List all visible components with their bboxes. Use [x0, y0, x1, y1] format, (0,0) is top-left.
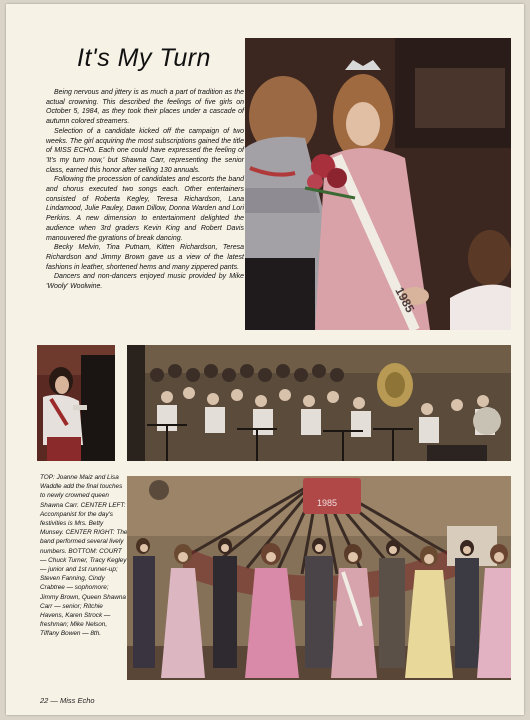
crowning-photo [245, 38, 511, 330]
article-title: It's My Turn [77, 44, 211, 72]
article-body [46, 88, 244, 292]
photo-caption: TOP: Joanne Maiz and Lisa Waddle add the final touches to newly crowned queen Shawna Carr. CENTER LEFT: Accompanist for the day's festivities is Mrs. Betty Munsey. CENTER RIGHT: The band performed several lively numbers. BOTTOM: COURT — Chuck Turner, Tracy Kegley — junior and 1st runner-up; Steven Fanning, Cindy Crabtree — sophomore; Jimmy Brown, Queen Shawna Carr — senior; Ritchie Havens, Karen Strock — freshman; Mike Nelson, Tiffany Bowen — 8th. [40, 474, 128, 638]
article-paragraph: Being nervous and jittery is as much a part of tradition as the actual crowning. This described the feelings of five girls on October 5, 1984, as they took their places under a cascade of autumn colored streamers. [46, 89, 244, 126]
article-paragraph: Selection of a candidate kicked off the campaign of two weeks. The girl acquiring the most subscriptions gained the title of MISS ECHO. Each one could have expressed the feeling of 'It's my turn now,' but Shawna Carr, representing the senior class, earned this honor after selling 130 annuals. [46, 127, 244, 174]
article-paragraph: Following the procession of candidates and escorts the band and chorus executed two songs each. Other entertainers consisted of Roberta Kegley, Teresa Richardson, Lana Lindamood, Julie Pauley, Dawn Dillow, Donna Warden and Lori Perkins. A new dimension to entertainment delighted the audience when 3rd graders Kevin King and Robert Davis manouvered the gyrations of break dancing. [46, 176, 244, 242]
article-paragraph: Becky Melvin, Tina Putnam, Kitten Richardson, Teresa Richardson and Jimmy Brown gave us a view of the latest fashions in leather, shortened hems and many zippered pants. [46, 244, 244, 271]
band-photo [127, 345, 511, 461]
article-paragraph: Dancers and non-dancers enjoyed music provided by Mike 'Wooly' Woolwine. [46, 273, 244, 291]
court-photo [127, 476, 511, 680]
banner-lettering: 1985 [317, 498, 338, 508]
page-folio: 22 — Miss Echo [40, 696, 95, 705]
sash-lettering: 1985 [392, 284, 418, 315]
accompanist-photo [37, 345, 115, 461]
